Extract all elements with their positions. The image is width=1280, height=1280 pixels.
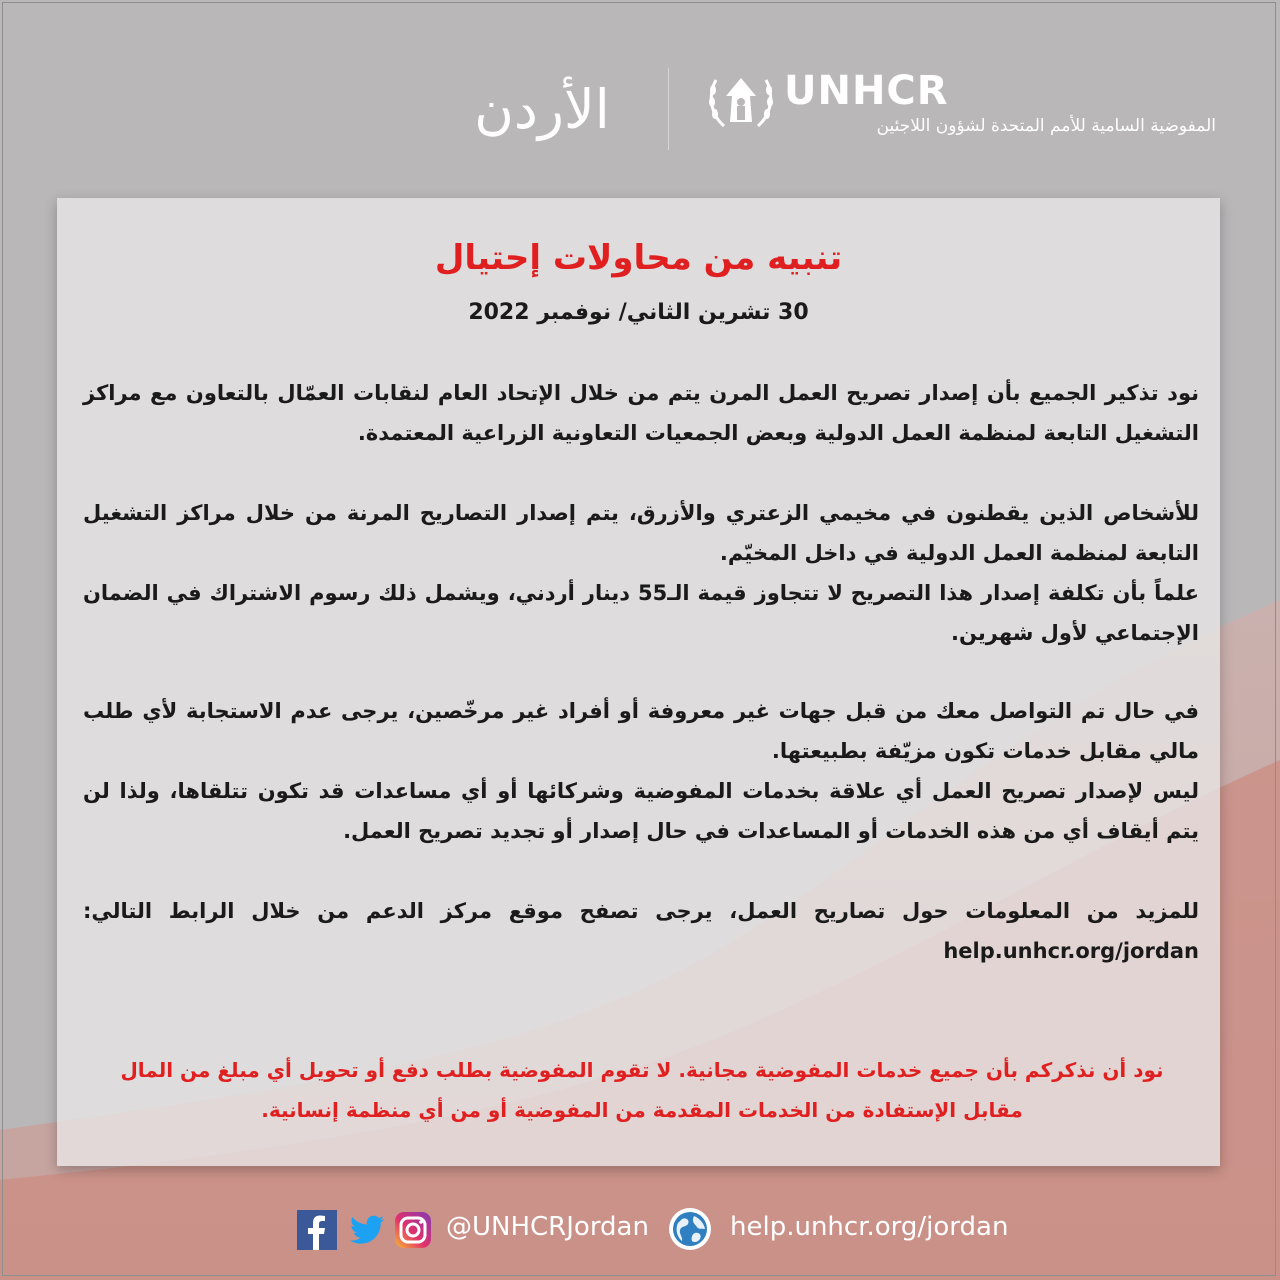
paragraph-fraud-warning	[83, 691, 1199, 851]
country-title: الأردن	[474, 78, 610, 141]
footer	[0, 1195, 1280, 1265]
notice-line: نود أن نذكركم بأن جميع خدمات المفوضية مجانية. لا تقوم المفوضية بطلب دفع أو تحويل أي مبلغ من المال	[120, 1058, 1164, 1082]
notice-date: 30 تشرين الثاني/ نوفمبر 2022	[468, 300, 809, 325]
header-divider	[668, 68, 669, 150]
help-link[interactable]: help.unhcr.org/jordan	[943, 939, 1199, 963]
paragraph-camps	[83, 493, 1199, 653]
notice-title: تنبيه من محاولات إحتيال	[434, 238, 843, 278]
instagram-icon[interactable]	[393, 1210, 433, 1250]
paragraph-text: ليس لإصدار تصريح العمل أي علاقة بخدمات المفوضية وشركائها أو أي مساعدات قد تكون تتلقاها، ولذا لن يتم أيقاف أي من هذه الخدمات أو المساعدات في حال إصدار أو تجديد تصريح العمل.	[83, 779, 1199, 843]
paragraph-text: علماً بأن تكلفة إصدار هذا التصريح لا تتجاوز قيمة الـ55 دينار أردني، ويشمل ذلك رسوم الاشتراك في الضمان الإجتماعي لأول شهرين.	[83, 581, 1199, 645]
paragraph-text: في حال تم التواصل معك من قبل جهات غير معروفة أو أفراد غير مرخّصين، يرجى عدم الاستجابة لأي طلب مالي مقابل خدمات تكون مزيّفة بطبيعتها.	[83, 699, 1199, 763]
paragraph-work-permit	[83, 373, 1199, 453]
paragraph-text: نود تذكير الجميع بأن إصدار تصريح العمل المرن يتم من خلال الإتحاد العام لنقابات العمّال بالتعاون مع مراكز التشغيل التابعة لمنظمة العمل الدولية وبعض الجمعيات التعاونية الزراعية المعتمدة.	[83, 381, 1199, 445]
free-services-notice	[97, 1050, 1187, 1130]
notice-line: مقابل الإستفادة من الخدمات المقدمة من المفوضية أو من أي منظمة إنسانية.	[261, 1098, 1023, 1122]
paragraph-text: للمزيد من المعلومات حول تصاريح العمل، يرجى تصفح موقع مركز الدعم من خلال الرابط التالي:	[83, 899, 1199, 923]
social-handle[interactable]: @UNHCRJordan	[446, 1212, 649, 1242]
unhcr-arabic-name: المفوضية السامية للأمم المتحدة لشؤون اللاجئين	[876, 116, 1216, 136]
unhcr-wordmark: UNHCR	[784, 68, 949, 114]
notice-card	[57, 198, 1220, 1166]
globe-icon	[668, 1207, 712, 1251]
unhcr-emblem-icon	[706, 72, 776, 132]
paragraph-more-info	[83, 891, 1199, 971]
header	[0, 0, 1280, 180]
website-link[interactable]: help.unhcr.org/jordan	[730, 1212, 1009, 1242]
twitter-icon[interactable]	[347, 1210, 387, 1250]
unhcr-logo	[700, 68, 1220, 148]
facebook-icon[interactable]	[297, 1210, 337, 1250]
paragraph-text: للأشخاص الذين يقطنون في مخيمي الزعتري والأزرق، يتم إصدار التصاريح المرنة من خلال مراكز التشغيل التابعة لمنظمة العمل الدولية في داخل المخيّم.	[83, 501, 1199, 565]
